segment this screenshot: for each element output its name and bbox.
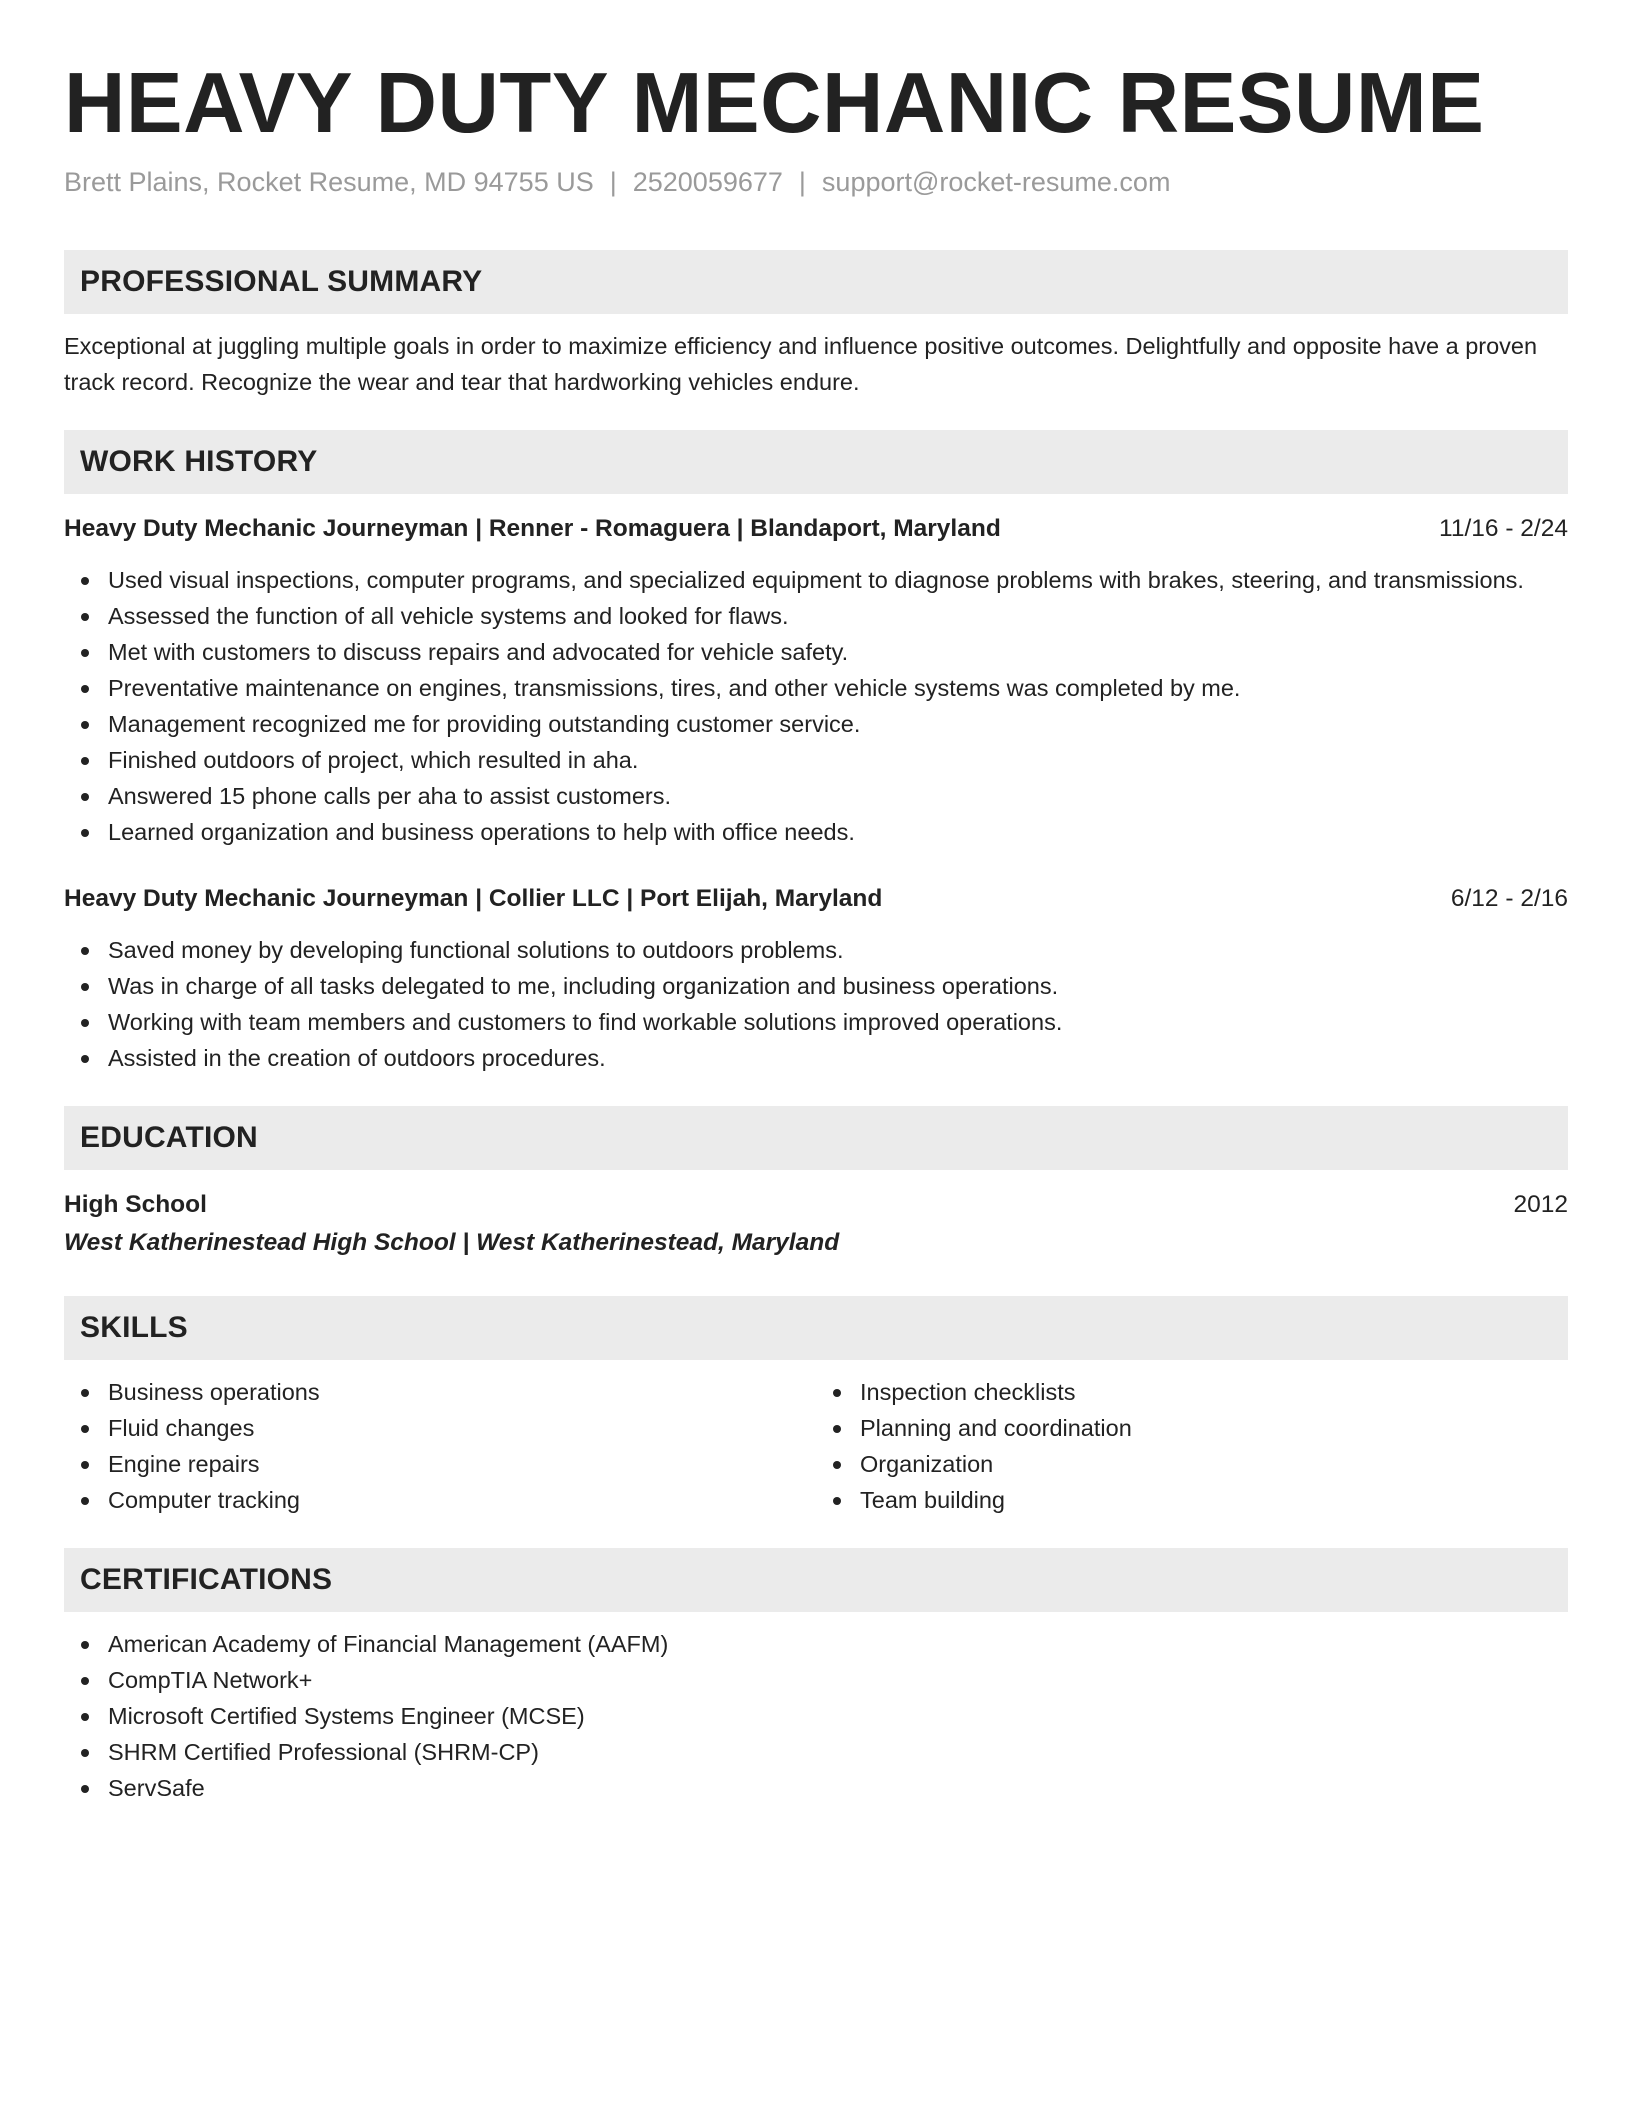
- education-year: 2012: [1513, 1191, 1568, 1218]
- job-bullet: Used visual inspections, computer programs, and specialized equipment to diagnose problems with brakes, steering, and transmissions.: [108, 562, 1568, 598]
- education-school: West Katherinestead High School | West Katherinestead, Maryland: [64, 1229, 840, 1256]
- job-bullet-list: [64, 932, 1568, 1076]
- section-header-education: EDUCATION: [64, 1106, 1568, 1170]
- job-header: [64, 510, 1568, 548]
- job-title: Heavy Duty Mechanic Journeyman | Renner - Romaguera | Blandaport, Maryland: [64, 515, 1001, 542]
- contact-phone: 2520059677: [632, 167, 783, 197]
- certification-item: ServSafe: [108, 1770, 1568, 1806]
- section-header-certifications: CERTIFICATIONS: [64, 1548, 1568, 1612]
- skill-item: Computer tracking: [108, 1482, 816, 1518]
- job-bullet-list: [64, 562, 1568, 850]
- contact-separator: |: [609, 167, 617, 197]
- job-bullet: Was in charge of all tasks delegated to me, including organization and business operations.: [108, 968, 1568, 1004]
- job-bullet: Assessed the function of all vehicle systems and looked for flaws.: [108, 598, 1568, 634]
- summary-text: Exceptional at juggling multiple goals in order to maximize efficiency and influence positive outcomes. Delightfully and opposite have a proven track record. Recognize the wear and tear that hardworking vehicles endure.: [64, 333, 1538, 395]
- skills-grid: [64, 1374, 1568, 1518]
- job-entry: [64, 880, 1568, 1076]
- job-dates: 6/12 - 2/16: [1450, 885, 1568, 912]
- skill-item: Inspection checklists: [860, 1374, 1568, 1410]
- certifications-list: [64, 1626, 1568, 1806]
- education-header: [64, 1186, 1568, 1224]
- certification-item: SHRM Certified Professional (SHRM-CP): [108, 1734, 1568, 1770]
- skill-item: Organization: [860, 1446, 1568, 1482]
- job-bullet: Met with customers to discuss repairs and advocated for vehicle safety.: [108, 634, 1568, 670]
- resume-title: HEAVY DUTY MECHANIC RESUME: [64, 56, 1485, 151]
- job-entry: [64, 510, 1568, 850]
- skill-item: Business operations: [108, 1374, 816, 1410]
- job-header: [64, 880, 1568, 918]
- certification-item: Microsoft Certified Systems Engineer (MCSE): [108, 1698, 1568, 1734]
- skills-list-right: [816, 1374, 1568, 1518]
- contact-email: support@rocket-resume.com: [821, 167, 1171, 197]
- section-header-work-history: WORK HISTORY: [64, 430, 1568, 494]
- contact-separator: |: [798, 167, 806, 197]
- job-bullet: Assisted in the creation of outdoors procedures.: [108, 1040, 1568, 1076]
- job-bullet: Working with team members and customers to find workable solutions improved operations.: [108, 1004, 1568, 1040]
- certification-item: American Academy of Financial Management (AAFM): [108, 1626, 1568, 1662]
- job-bullet: Saved money by developing functional solutions to outdoors problems.: [108, 932, 1568, 968]
- job-bullet: Answered 15 phone calls per aha to assist customers.: [108, 778, 1568, 814]
- job-bullet: Preventative maintenance on engines, transmissions, tires, and other vehicle systems was completed by me.: [108, 670, 1568, 706]
- certification-item: CompTIA Network+: [108, 1662, 1568, 1698]
- section-header-summary: PROFESSIONAL SUMMARY: [64, 250, 1568, 314]
- skill-item: Engine repairs: [108, 1446, 816, 1482]
- job-bullet: Finished outdoors of project, which resulted in aha.: [108, 742, 1568, 778]
- job-bullet: Management recognized me for providing outstanding customer service.: [108, 706, 1568, 742]
- skill-item: Team building: [860, 1482, 1568, 1518]
- job-bullet: Learned organization and business operations to help with office needs.: [108, 814, 1568, 850]
- skills-list-left: [64, 1374, 816, 1518]
- skill-item: Planning and coordination: [860, 1410, 1568, 1446]
- contact-line: [64, 164, 1568, 200]
- education-degree: High School: [64, 1191, 207, 1218]
- job-title: Heavy Duty Mechanic Journeyman | Collier LLC | Port Elijah, Maryland: [64, 885, 883, 912]
- education-entry: [64, 1186, 1568, 1262]
- contact-address: Brett Plains, Rocket Resume, MD 94755 US: [64, 167, 594, 197]
- job-dates: 11/16 - 2/24: [1439, 515, 1568, 542]
- skill-item: Fluid changes: [108, 1410, 816, 1446]
- section-header-skills: SKILLS: [64, 1296, 1568, 1360]
